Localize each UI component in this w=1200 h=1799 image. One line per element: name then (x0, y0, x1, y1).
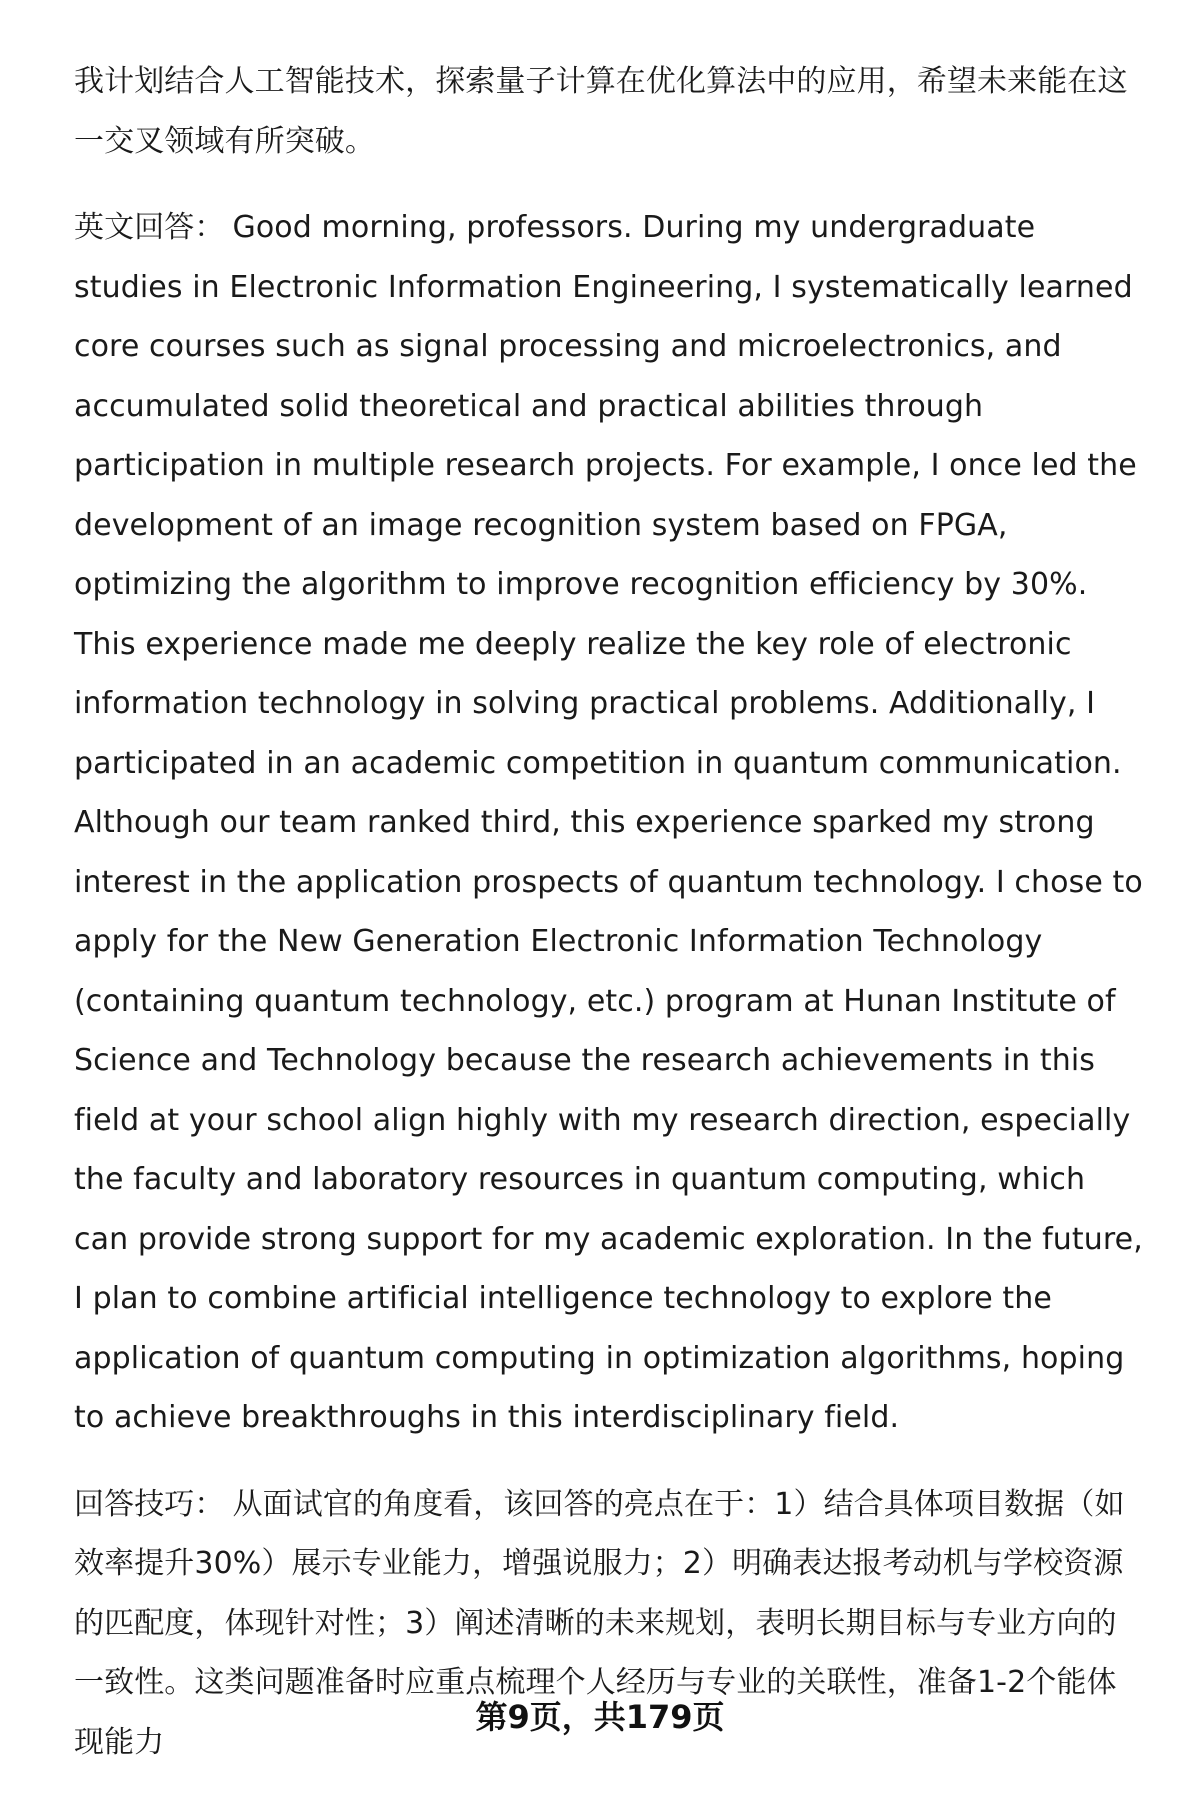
english-answer-label: 英文回答： (74, 210, 225, 245)
english-answer-text: Good morning, professors. During my undergraduate studies in Electronic Information Engineering, I systematically learned core courses such as signal processing and microelectronics, and accumulated solid theoretical and practical abilities through participation in multiple research projects. For example, I once led the development of an image recognition system based on FPGA, optimizing the algorithm to improve recognition efficiency by 30%. This experience made me deeply realize the key role of electronic information technology in solving practical problems. Additionally, I participated in an academic competition in quantum communication. Although our team ranked third, this experience sparked my strong interest in the application prospects of quantum technology. I chose to apply for the New Generation Electronic Information Technology (containing quantum technology, etc.) program at Hunan Institute of Science and Technology because the research achievements in this field at your school align highly with my research direction, especially the faculty and laboratory resources in quantum computing, which can provide strong support for my academic exploration. In the future, I plan to combine artificial intelligence technology to explore the application of quantum computing in optimization algorithms, hoping to achieve breakthroughs in this interdisciplinary field. (74, 210, 1143, 1435)
intro-paragraph: 我计划结合人工智能技术，探索量子计算在优化算法中的应用，希望未来能在这一交叉领域有所突破。 (74, 64, 1128, 159)
english-answer-paragraph (74, 198, 1144, 1448)
answer-tips-label: 回答技巧： (74, 1486, 225, 1522)
document-page (74, 52, 1144, 1799)
answer-tips-text: 从面试官的角度看，该回答的亮点在于：1）结合具体项目数据（如效率提升30%）展示专业能力，增强说服力；2）明确表达报考动机与学校资源的匹配度，体现针对性；3）阐述清晰的未来规划，表明长期目标与专业方向的一致性。这类问题准备时应重点梳理个人经历与专业的关联性，准备1-2个能体现能力 (74, 1486, 1125, 1760)
page-indicator: 第9页，共179页 (475, 1698, 725, 1736)
